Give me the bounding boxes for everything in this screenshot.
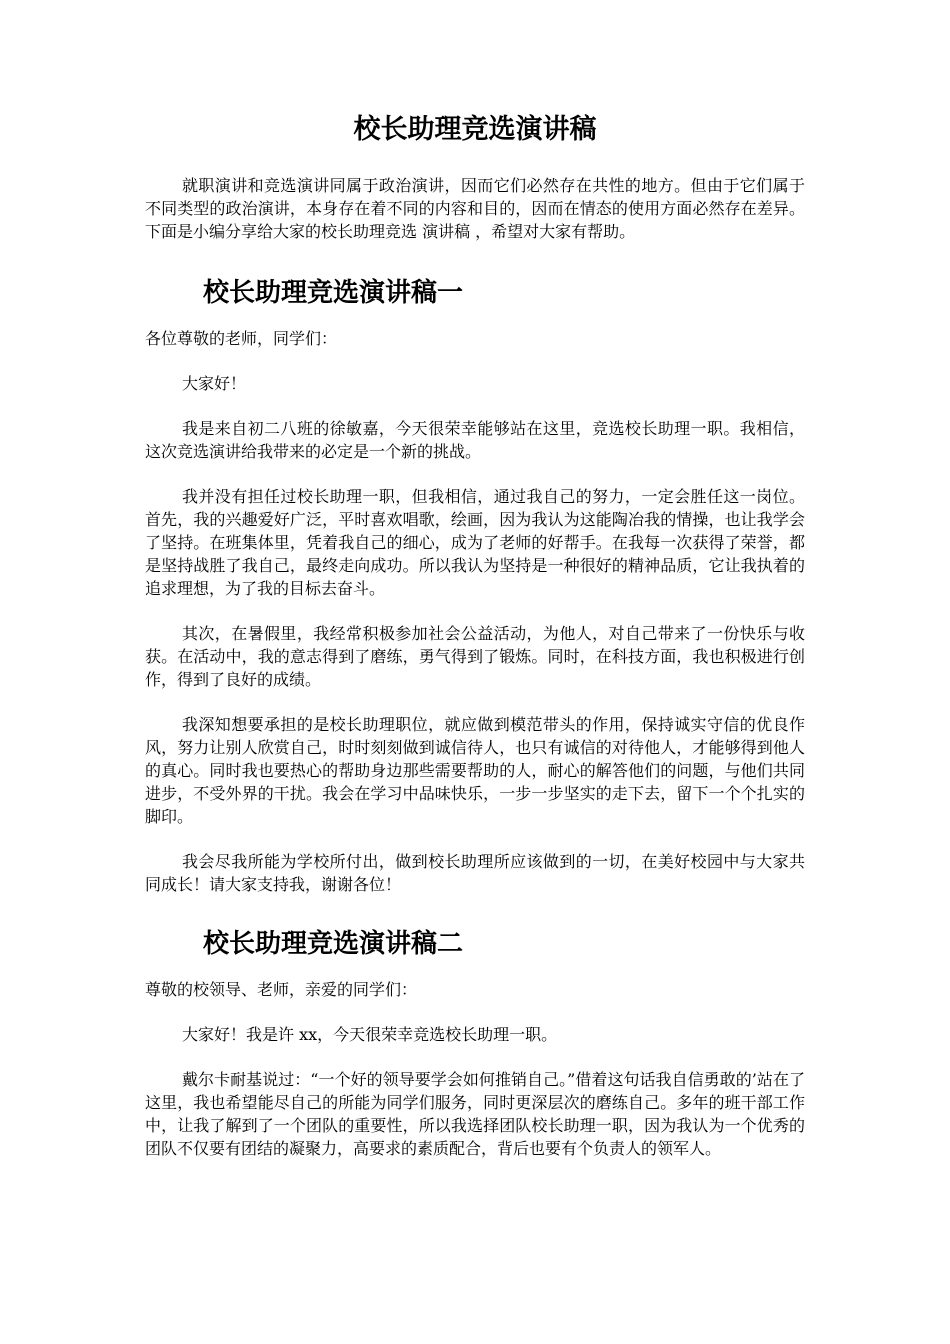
paragraph: 其次，在暑假里，我经常积极参加社会公益活动，为他人，对自己带来了一份快乐与收获。在活动中，我的意志得到了磨练，勇气得到了锻炼。同时，在科技方面，我也积极进行创作，得到了良好的成绩。 xyxy=(145,624,805,689)
salutation: 尊敬的校领导、老师，亲爱的同学们： xyxy=(145,980,418,999)
paragraph: 我深知想要承担的是校长助理职位，就应做到模范带头的作用，保持诚实守信的优良作风，努力让别人欣赏自己，时时刻刻做到诚信待人，也只有诚信的对待他人，才能够得到他人的真心。同时我也要热心的帮助身边那些需要帮助的人，耐心的解答他们的问题，与他们共同进步，不受外界的干扰。我会在学习中品味快乐，一步一步坚实的走下去，留下一个个扎实的脚印。 xyxy=(145,715,805,826)
paragraph: 我并没有担任过校长助理一职，但我相信，通过我自己的努力，一定会胜任这一岗位。首先，我的兴趣爱好广泛，平时喜欢唱歌，绘画，因为我认为这能陶冶我的情操，也让我学会了坚持。在班集体里，凭着我自己的细心，成为了老师的好帮手。在我每一次获得了荣誉，都是坚持战胜了我自己，最终走向成功。所以我认为坚持是一种很好的精神品质，它让我执着的追求理想，为了我的目标去奋斗。 xyxy=(145,487,805,598)
paragraph: 我是来自初二八班的徐敏嘉，今天很荣幸能够站在这里，竞选校长助理一职。我相信，这次竞选演讲给我带来的必定是一个新的挑战。 xyxy=(145,419,805,461)
paragraph: 戴尔卡耐基说过：“一个好的领导要学会如何推销自己。”借着这句话我自信勇敢的’站在了这里，我也希望能尽自己的所能为同学们服务，同时更深层次的磨练自己。多年的班干部工作中，让我了解到了一个团队的重要性，所以我选择团队校长助理一职，因为我认为一个优秀的团队不仅要有团结的凝聚力，高要求的素质配合，背后也要有个负责人的领军人。 xyxy=(145,1070,805,1158)
salutation: 各位尊敬的老师，同学们： xyxy=(145,329,338,348)
paragraph: 大家好！我是许 xx，今天很荣幸竞选校长助理一职。 xyxy=(182,1025,558,1044)
intro-paragraph: 就职演讲和竞选演讲同属于政治演讲，因而它们必然存在共性的地方。但由于它们属于不同类型的政治演讲，本身存在着不同的内容和目的，因而在情态的使用方面必然存在差异。下面是小编分享给大家的校长助理竞选 演讲稿 ，希望对大家有帮助。 xyxy=(145,176,805,241)
document-title: 校长助理竞选演讲稿 xyxy=(353,114,597,145)
paragraph: 大家好！ xyxy=(182,374,247,393)
paragraph: 我会尽我所能为学校所付出，做到校长助理所应该做到的一切，在美好校园中与大家共同成长！请大家支持我，谢谢各位！ xyxy=(145,852,805,894)
section-heading-1: 校长助理竞选演讲稿一 xyxy=(203,278,464,308)
document-page xyxy=(145,110,805,1160)
section-heading-2: 校长助理竞选演讲稿二 xyxy=(203,929,464,959)
